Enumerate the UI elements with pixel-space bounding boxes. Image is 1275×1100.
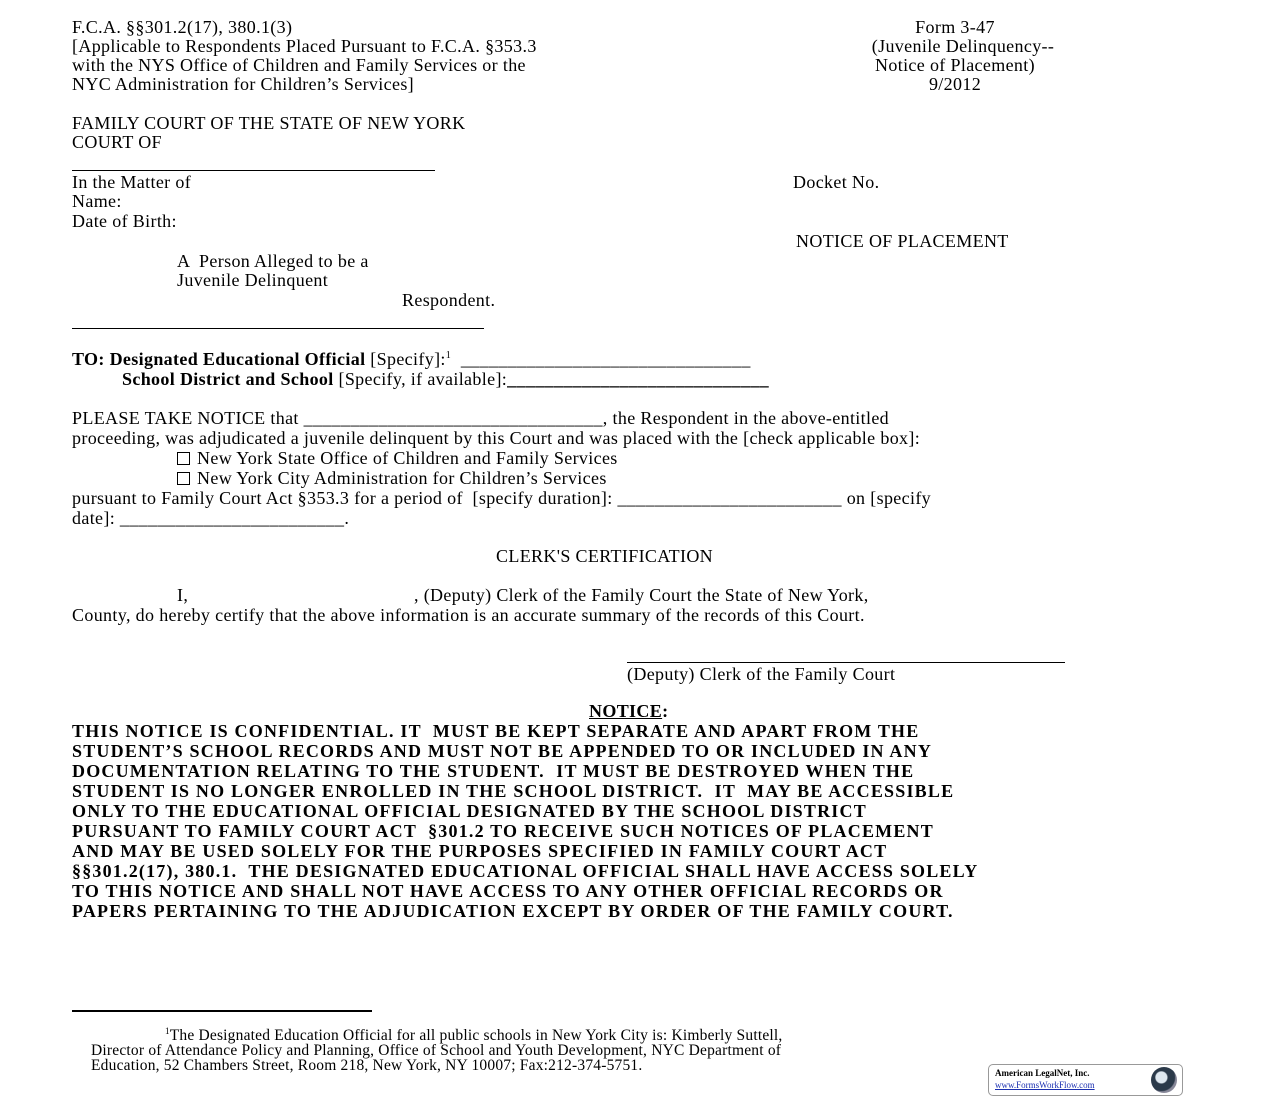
form-type: Notice of Placement) <box>875 55 1035 75</box>
footnote-ref: 1 <box>445 350 452 361</box>
footnote-line <box>165 1025 783 1044</box>
official-field[interactable]: _______________________________ <box>451 349 751 369</box>
footnote-divider <box>72 1010 372 1012</box>
notice-line: PAPERS PERTAINING TO THE ADJUDICATION EXCEPT BY ORDER OF THE FAMILY COURT. <box>72 901 954 921</box>
to-school-line <box>122 370 769 389</box>
signature-label: (Deputy) Clerk of the Family Court <box>627 664 896 684</box>
respondent-label: Respondent. <box>402 290 496 310</box>
certification-text: , (Deputy) Clerk of the Family Court the State of New York, <box>414 585 869 605</box>
respondent-description: Juvenile Delinquent <box>177 270 329 290</box>
name-label: Name: <box>72 191 122 211</box>
applicability-note: [Applicable to Respondents Placed Pursuant to F.C.A. §353.3 <box>72 36 537 56</box>
notice-line: PURSUANT TO FAMILY COURT ACT §301.2 TO RECEIVE SUCH NOTICES OF PLACEMENT <box>72 821 934 841</box>
form-type: (Juvenile Delinquency-- <box>871 36 1055 56</box>
caption-divider <box>72 328 484 329</box>
court-name: FAMILY COURT OF THE STATE OF NEW YORK <box>72 113 466 133</box>
checkbox-icon[interactable] <box>177 452 190 465</box>
notice-line: DOCUMENTATION RELATING TO THE STUDENT. IT MUST BE DESTROYED WHEN THE <box>72 761 915 781</box>
option-label: New York State Office of Children and Family Services <box>197 448 618 468</box>
notice-line: §§301.2(17), 380.1. THE DESIGNATED EDUCATIONAL OFFICIAL SHALL HAVE ACCESS SOLELY <box>72 861 979 881</box>
american-legalnet-logo[interactable] <box>988 1064 1183 1096</box>
notice-heading <box>589 702 668 721</box>
court-of: COURT OF <box>72 132 162 152</box>
notice-title: NOTICE <box>589 701 663 721</box>
globe-icon <box>1151 1067 1177 1093</box>
document-title: NOTICE OF PLACEMENT <box>796 231 1009 251</box>
notice-body-line: pursuant to Family Court Act §353.3 for a period of [specify duration]: ________________________ on [specify <box>72 488 932 508</box>
logo-company: American LegalNet, Inc. <box>995 1068 1090 1078</box>
statute-citation: F.C.A. §§301.2(17), 380.1(3) <box>72 17 293 37</box>
applicability-note: with the NYS Office of Children and Family Services or the <box>72 55 526 75</box>
to-official-label: TO: Designated Educational Official <box>72 349 366 369</box>
specify-hint: [Specify]: <box>365 349 446 369</box>
notice-body-line: PLEASE TAKE NOTICE that ________________________________, the Respondent in the above-entitled <box>72 408 890 428</box>
signature-line[interactable] <box>627 662 1065 663</box>
option-acs[interactable] <box>177 469 607 488</box>
option-ocfs[interactable] <box>177 449 618 468</box>
docket-label: Docket No. <box>793 172 880 192</box>
notice-colon: : <box>662 701 669 721</box>
notice-line: AND MAY BE USED SOLELY FOR THE PURPOSES SPECIFIED IN FAMILY COURT ACT <box>72 841 888 861</box>
footnote-line: Education, 52 Chambers Street, Room 218, New York, NY 10007; Fax:212-374-5751. <box>91 1057 643 1074</box>
notice-line: TO THIS NOTICE AND SHALL NOT HAVE ACCESS TO ANY OTHER OFFICIAL RECORDS OR <box>72 881 944 901</box>
matter-label: In the Matter of <box>72 172 192 192</box>
school-field[interactable]: ____________________________ <box>507 369 769 389</box>
logo-url-link[interactable]: www.FormsWorkFlow.com <box>995 1080 1095 1090</box>
form-number: Form 3-47 <box>915 17 995 37</box>
form-date: 9/2012 <box>928 74 982 94</box>
respondent-description: A Person Alleged to be a <box>177 251 369 271</box>
footnote-marker: 1 <box>165 1025 170 1036</box>
certification-text: County, do hereby certify that the above information is an accurate summary of the records of this Court. <box>72 605 865 625</box>
footnote-line: Director of Attendance Policy and Planning, Office of School and Youth Development, NYC Department of <box>91 1042 782 1059</box>
to-official-line <box>72 350 751 369</box>
notice-line: ONLY TO THE EDUCATIONAL OFFICIAL DESIGNATED BY THE SCHOOL DISTRICT <box>72 801 867 821</box>
notice-body-line: proceeding, was adjudicated a juvenile delinquent by this Court and was placed with the [check applicable box]: <box>72 428 921 448</box>
notice-line: STUDENT’S SCHOOL RECORDS AND MUST NOT BE APPENDED TO OR INCLUDED IN ANY <box>72 741 933 761</box>
notice-line: STUDENT IS NO LONGER ENROLLED IN THE SCHOOL DISTRICT. IT MAY BE ACCESSIBLE <box>72 781 955 801</box>
checkbox-icon[interactable] <box>177 472 190 485</box>
school-label: School District and School <box>122 369 334 389</box>
notice-line: THIS NOTICE IS CONFIDENTIAL. IT MUST BE KEPT SEPARATE AND APART FROM THE <box>72 721 920 741</box>
applicability-note: NYC Administration for Children’s Services] <box>72 74 415 94</box>
dob-label: Date of Birth: <box>72 211 177 231</box>
footnote-text: The Designated Education Official for all public schools in New York City is: Kimberly Suttell, <box>169 1027 783 1044</box>
specify-hint: [Specify, if available]: <box>333 369 508 389</box>
certification-clerk: I, <box>177 585 189 605</box>
option-label: New York City Administration for Children’s Services <box>197 468 607 488</box>
court-blank-line[interactable] <box>72 170 435 171</box>
notice-body-line: date]: ________________________. <box>72 508 350 528</box>
certification-title: CLERK'S CERTIFICATION <box>496 546 714 566</box>
